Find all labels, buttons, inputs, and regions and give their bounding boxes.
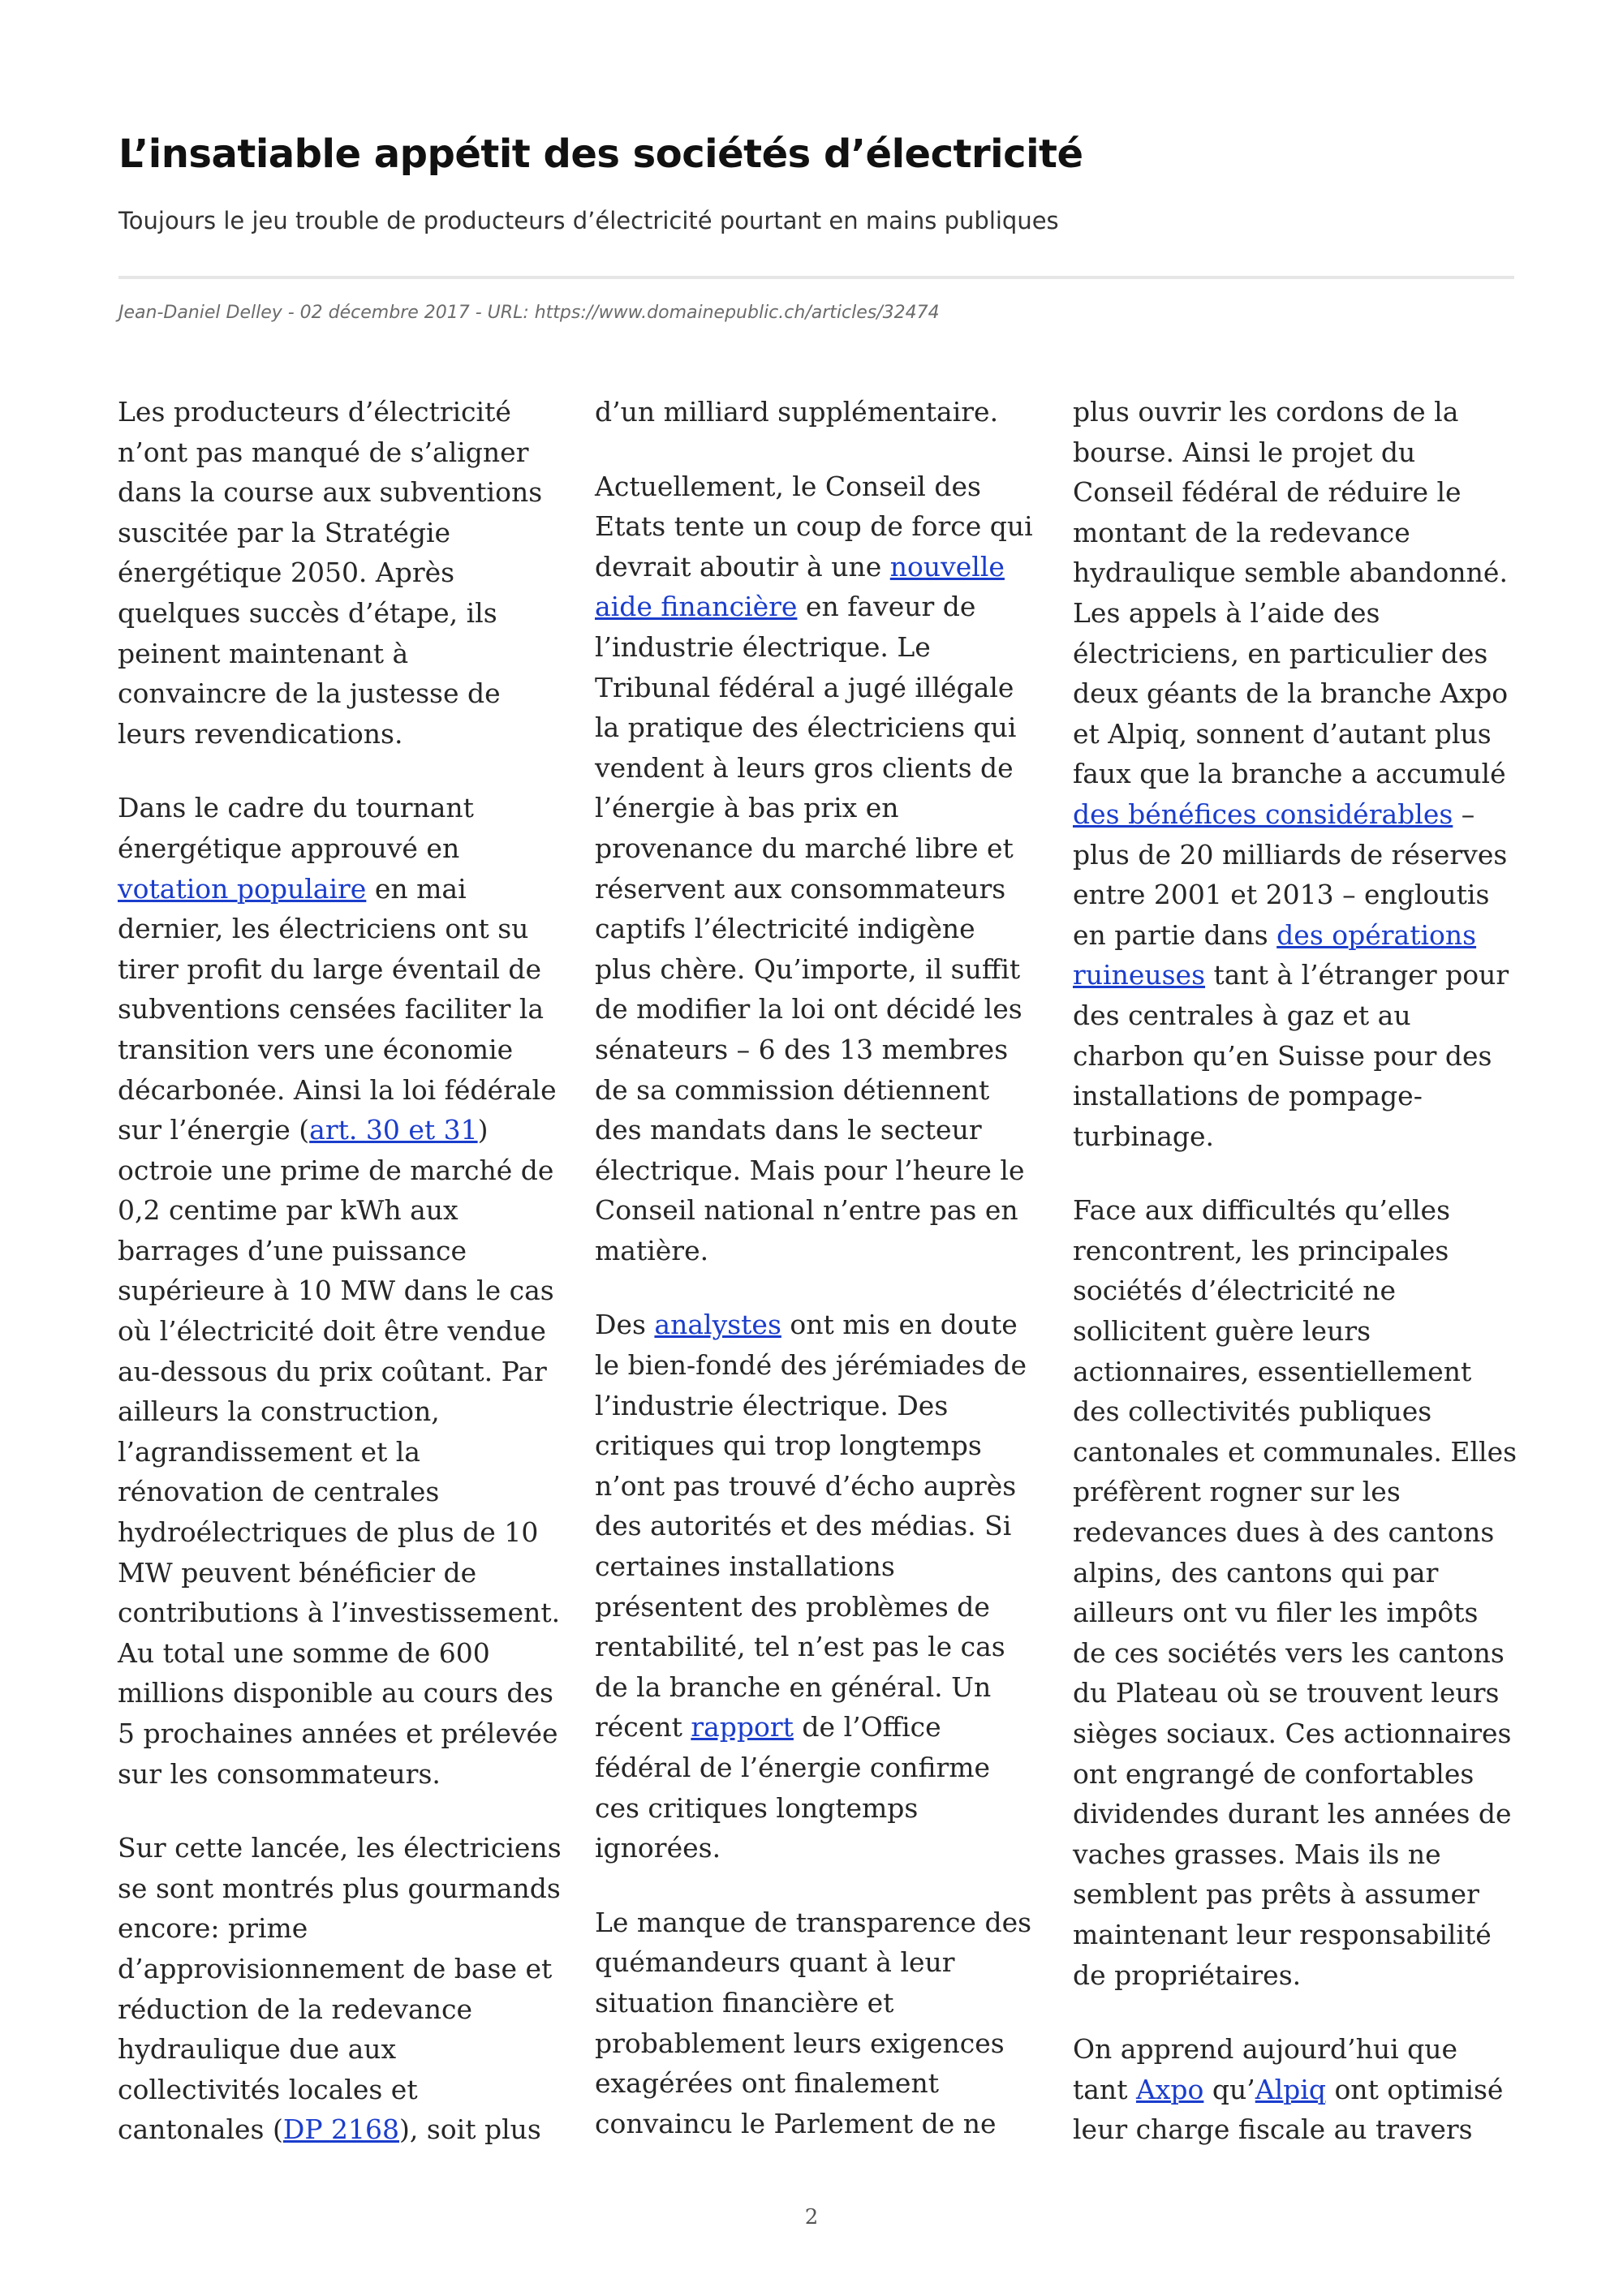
text-column-2 bbox=[595, 392, 1040, 2143]
paragraph bbox=[1073, 392, 1518, 1156]
paragraph-text: en faveur de l’industrie électrique. Le Tribunal fédéral a jugé illégale la pratique des électriciens qui vendent à leurs gros clients de l’énergie à bas prix en provenance du marché libre et réservent aux consommateurs captifs l’électricité indigène plus chère. Qu’importe, il suffit de modifier la loi ont décidé les sénateurs – 6 des 13 membres de sa commission détiennent des mandats dans le secteur électrique. Mais pour l’heure le Conseil national n’entre pas en matière. bbox=[595, 591, 1025, 1266]
paragraph-text: On apprend aujourd’hui que tant bbox=[1073, 2033, 1458, 2105]
paragraph-text: Des bbox=[595, 1309, 655, 1341]
paragraph-text: ont optimisé leur charge fiscale au travers bbox=[1073, 2073, 1504, 2146]
paragraph-text: ), soit plus bbox=[399, 2113, 541, 2146]
paragraph bbox=[1073, 1190, 1518, 1995]
header-divider bbox=[118, 276, 1514, 279]
link-benefices-considerables[interactable]: des bénéfices considérables bbox=[1073, 798, 1453, 830]
link-axpo[interactable]: Axpo bbox=[1135, 2073, 1204, 2105]
link-alpiq[interactable]: Alpiq bbox=[1255, 2073, 1326, 2105]
link-operations-ruineuses[interactable]: des opérations ruineuses bbox=[1073, 918, 1477, 991]
paragraph-text: Dans le cadre du tournant énergétique approuvé en bbox=[118, 792, 474, 864]
paragraph bbox=[595, 1305, 1040, 1868]
paragraph-text: d’un milliard supplémentaire. bbox=[595, 396, 999, 428]
paragraph-text: Les producteurs d’électricité n’ont pas manqué de s’aligner dans la course aux subventions suscitée par la Stratégie énergétique 2050. Après quelques succès d’étape, ils peinent maintenant à convaincre de la justesse de leurs revendications. bbox=[118, 396, 543, 750]
paragraph-text: Sur cette lancée, les électriciens se sont montrés plus gourmands encore: prime d’approvisionnement de base et réduction de la redevance hydraulique due aux collectivités locales et cantonales ( bbox=[118, 1832, 562, 2146]
paragraph bbox=[595, 467, 1040, 1271]
paragraph-text: de l’Office fédéral de l’énergie confirme ces critiques longtemps ignorées. bbox=[595, 1711, 991, 1864]
paragraph-text: qu’ bbox=[1203, 2073, 1255, 2105]
paragraph-text: tant à l’étranger pour des centrales à gaz et au charbon qu’en Suisse pour des installations de pompage-turbinage. bbox=[1073, 959, 1509, 1152]
article-title: L’insatiable appétit des sociétés d’électricité bbox=[118, 131, 1083, 177]
text-column-3 bbox=[1073, 392, 1518, 2150]
paragraph-text: Face aux difficultés qu’elles rencontrent, les principales sociétés d’électricité ne sollicitent guère leurs actionnaires, essentiellement des collectivités publiques cantonales et communales. Elles préfèrent rogner sur les redevances dues à des cantons alpins, des cantons qui par ailleurs ont vu filer les impôts de ces sociétés vers les cantons du Plateau où se trouvent leurs sièges sociaux. Ces actionnaires ont engrangé de confortables dividendes durant les années de vaches grasses. Mais ils ne semblent pas prêts à assumer maintenant leur responsabilité de propriétaires. bbox=[1073, 1194, 1518, 1991]
paragraph bbox=[595, 1903, 1040, 2144]
link-nouvelle-aide-financiere[interactable]: nouvelle aide financière bbox=[595, 550, 1005, 623]
article-byline: Jean-Daniel Delley - 02 décembre 2017 - URL: https://www.domainepublic.ch/articles/32474 bbox=[118, 303, 940, 323]
paragraph-text: ) octroie une prime de marché de 0,2 centime par kWh aux barrages d’une puissance supérieure à 10 MW dans le cas où l’électricité doit être vendue au-dessous du prix coûtant. Par ailleurs la construction, l’agrandissement et la rénovation de centrales hydroélectriques de plus de 10 MW peuvent bénéficier de contributions à l’investissement. Au total une somme de 600 millions disponible au cours des 5 prochaines années et prélevée sur les consommateurs. bbox=[118, 1114, 561, 1790]
paragraph-text: – plus de 20 milliards de réserves entre 2001 et 2013 – engloutis en partie dans bbox=[1073, 798, 1508, 951]
link-art-30-31[interactable]: art. 30 et 31 bbox=[309, 1114, 478, 1146]
link-dp-2168[interactable]: DP 2168 bbox=[282, 2113, 399, 2146]
paragraph-text: Actuellement, le Conseil des Etats tente un coup de force qui devrait aboutir à une bbox=[595, 470, 1033, 583]
paragraph-text: en mai dernier, les électriciens ont su tirer profit du large éventail de subventions censées faciliter la transition vers une économie décarbonée. Ainsi la loi fédérale sur l’énergie ( bbox=[118, 872, 557, 1146]
link-rapport[interactable]: rapport bbox=[691, 1711, 794, 1743]
paragraph-text: plus ouvrir les cordons de la bourse. Ainsi le projet du Conseil fédéral de réduire le montant de la redevance hydraulique semble abandonné. Les appels à l’aide des électriciens, en particulier des deux géants de la branche Axpo et Alpiq, sonnent d’autant plus faux que la branche a accumulé bbox=[1073, 396, 1509, 790]
paragraph bbox=[1073, 2029, 1518, 2150]
link-votation-populaire[interactable]: votation populaire bbox=[118, 872, 367, 905]
link-analystes[interactable]: analystes bbox=[654, 1309, 781, 1341]
paragraph bbox=[595, 392, 1040, 432]
article-subtitle: Toujours le jeu trouble de producteurs d’électricité pourtant en mains publiques bbox=[118, 207, 1059, 234]
paragraph bbox=[118, 392, 562, 754]
paragraph-text: Le manque de transparence des quémandeurs quant à leur situation financière et probablement leurs exigences exagérées ont finalement convaincu le Parlement de ne bbox=[595, 1906, 1032, 2139]
paragraph-text: ont mis en doute le bien-fondé des jérémiades de l’industrie électrique. Des critiques qui trop longtemps n’ont pas trouvé d’écho auprès des autorités et des médias. Si certaines installations présentent des problèmes de rentabilité, tel n’est pas le cas de la branche en général. Un récent bbox=[595, 1309, 1027, 1743]
page-number: 2 bbox=[804, 2205, 819, 2229]
paragraph bbox=[118, 788, 562, 1794]
paragraph bbox=[118, 1828, 562, 2150]
text-column-1 bbox=[118, 392, 562, 2150]
